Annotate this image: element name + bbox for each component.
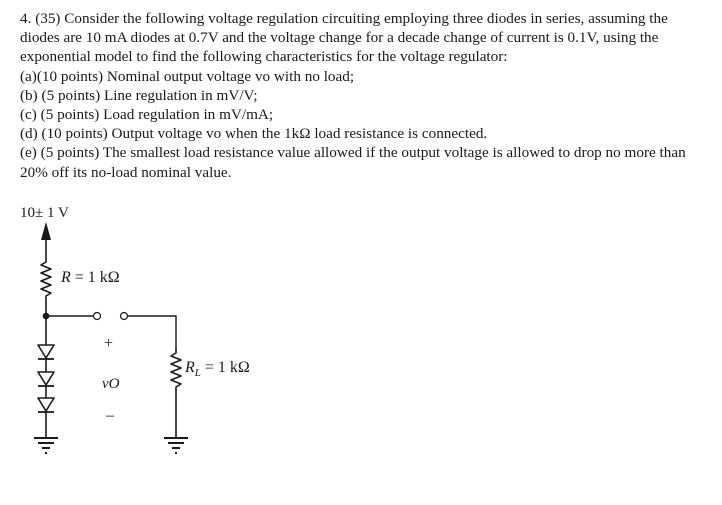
- diode-3-icon: [38, 398, 54, 412]
- part-b: (b) (5 points) Line regulation in mV/V;: [20, 86, 258, 104]
- ground-icon: [34, 438, 58, 453]
- plus-sign: +: [104, 335, 114, 352]
- circuit-diagram: [0, 195, 320, 465]
- supply-label: 10± 1 V: [20, 205, 69, 221]
- ground-icon: [164, 438, 188, 453]
- load-terminal: [121, 313, 128, 320]
- problem-statement: [20, 9, 710, 182]
- diode-2-icon: [38, 372, 54, 386]
- supply-arrow: [41, 222, 51, 255]
- diode-1-icon: [38, 345, 54, 359]
- resistor-r-label: R = 1 kΩ: [61, 269, 120, 286]
- load-resistor-rl: [171, 347, 181, 438]
- load-resistor-label: $R_L = 1$ kΩ: [185, 359, 250, 379]
- part-a: (a)(10 points) Nominal output voltage vo with no load;: [20, 67, 355, 85]
- part-d: (d) (10 points) Output voltage vo when the 1kΩ load resistance is connected.: [20, 125, 488, 143]
- vo-label: vO: [102, 376, 120, 392]
- part-c: (c) (5 points) Load regulation in mV/mA;: [20, 106, 274, 124]
- part-e: (e) (5 points) The smallest load resistance value allowed if the output voltage is allowed to drop no more than 20% off its no-load nominal value.: [20, 144, 686, 181]
- output-terminal: [94, 313, 101, 320]
- minus-sign: –: [106, 407, 114, 424]
- problem-intro: 4. (35) Consider the following voltage regulation circuiting employing three diodes in series, assuming the diodes are 10 mA diodes at 0.7V and the voltage change for a decade change of current is 0.1V, using the exponential model to find the following characteristics for the voltage regulator:: [20, 10, 668, 66]
- resistor-r: [41, 255, 51, 316]
